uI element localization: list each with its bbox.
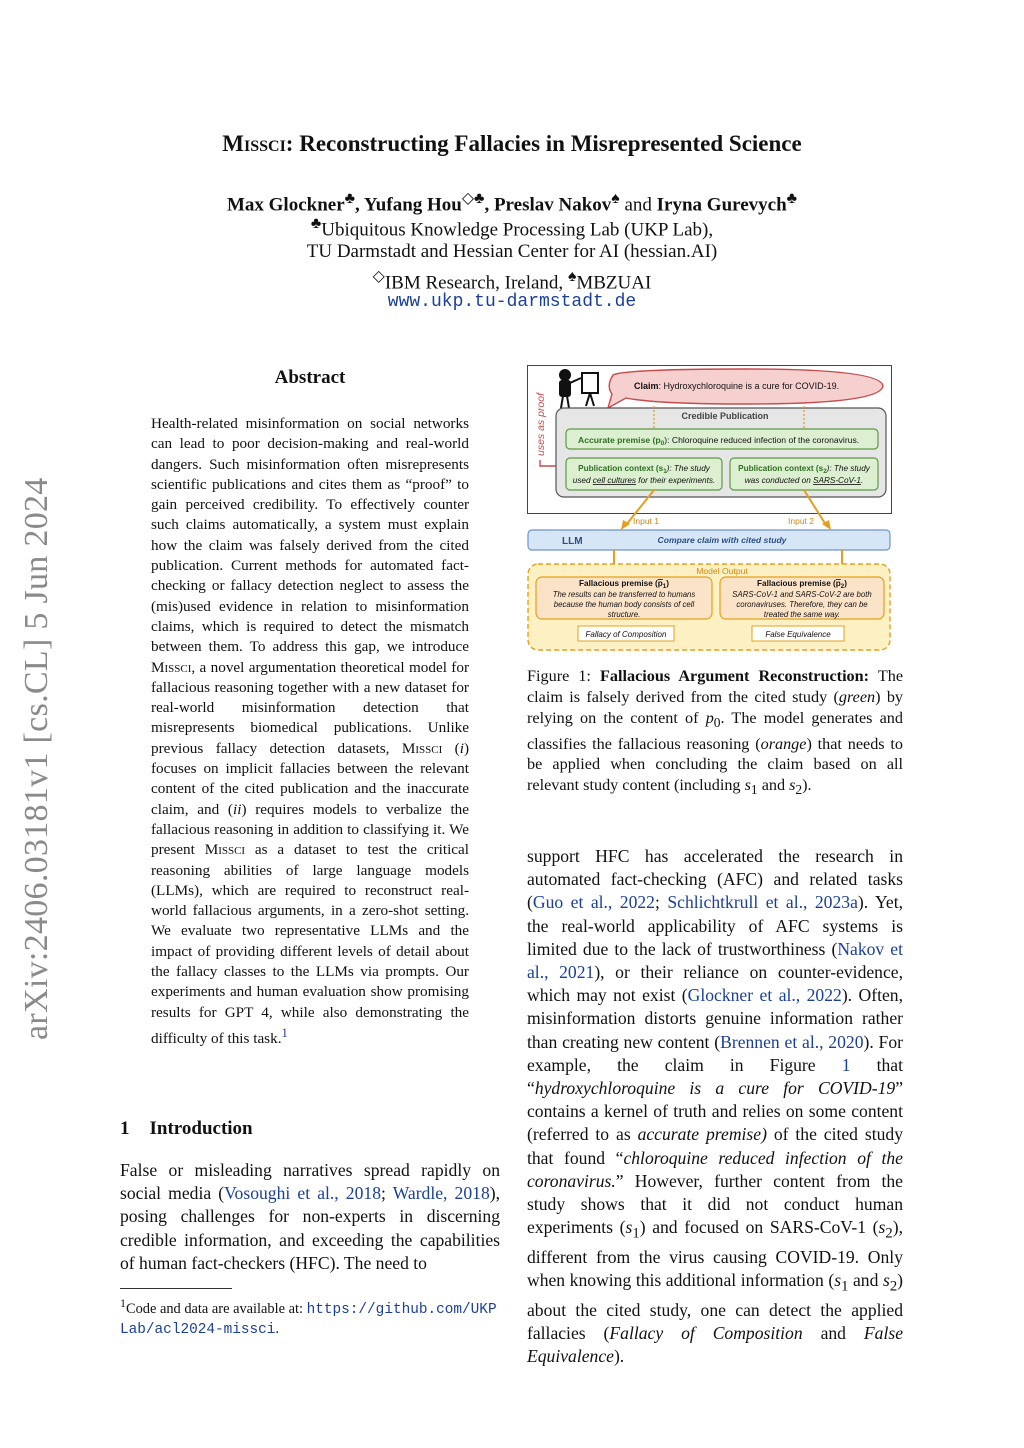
context-subscript: 1 xyxy=(663,468,667,475)
publication-title: Credible Publication xyxy=(681,411,769,421)
context-text: used xyxy=(572,476,593,485)
body-text: that “ xyxy=(527,1054,904,1099)
premise-body: ): Chloroquine reduced infection of the coronavirus. xyxy=(664,435,860,445)
citation-link[interactable]: Guo et al., 2022 xyxy=(532,892,655,913)
caption-math-sub: 2 xyxy=(795,782,803,798)
title-rest: : Reconstructing Fallacies in Misrepresented Science xyxy=(285,131,802,156)
caption-emph: orange xyxy=(760,734,807,753)
caption-text: ) that needs to be applied when concluding the claim based on all relevant study content (including xyxy=(527,734,903,795)
body-text: and xyxy=(848,1270,883,1291)
fp1-title: Fallacious premise $(p_1)$ xyxy=(579,579,669,590)
abstract-enum: i xyxy=(459,739,464,757)
author-1-sup: ♣ xyxy=(344,190,356,207)
context-text: for their experiments. xyxy=(636,476,716,485)
lab-url-link[interactable]: www.ukp.tu-darmstadt.de xyxy=(387,292,637,312)
footnote xyxy=(120,1294,504,1340)
caption-text: The claim is falsely derived from the cited study ( xyxy=(527,667,904,706)
body-text: ) about the cited study, one can detect the applied fallacies ( xyxy=(527,1270,903,1344)
fp1-text-2: because the human body consists of cell xyxy=(553,600,695,609)
body-math: s xyxy=(878,1217,886,1238)
abstract-text: , a novel argumentation theoretical model for fallacious reasoning together with a new dataset for real-world misinformation detection that misrepresents biomedical publications. Unlike previous fallacy detection datasets, xyxy=(151,658,469,757)
body-emph: Fallacy of Composition xyxy=(609,1323,803,1344)
context-2-box xyxy=(730,458,878,490)
presenter-leg xyxy=(567,396,569,408)
caption-math: s xyxy=(744,776,751,795)
fp2-text-3: treated the same way. xyxy=(763,610,841,619)
context-highlight: SARS-CoV-1 xyxy=(813,476,861,485)
claim-label: Claim xyxy=(634,381,659,391)
footnote-divider xyxy=(120,1288,232,1289)
author-sep: , xyxy=(355,194,364,216)
citation-link[interactable]: Schlichtkrull et al., 2023a xyxy=(667,892,858,913)
abstract-text: ) requires models to verbalize the fallacious reasoning in addition to classifying it. We present xyxy=(151,800,469,859)
context-label: Publication context (s xyxy=(578,464,664,473)
caption-bold: Fallacious Argument Reconstruction: xyxy=(600,667,870,685)
body-text: ), or their reliance on counter-evidence, which may not exist ( xyxy=(527,962,903,1006)
affiliation-text: TU Darmstadt and Hessian Center for AI (hessian.AI) xyxy=(306,241,718,262)
input-1-label: Input 1 xyxy=(633,516,659,526)
fp1-text-3: structure. xyxy=(607,610,641,619)
fp-title-text: Fallacious premise ( xyxy=(757,579,836,588)
premise-label: Accurate premise (p xyxy=(578,435,661,445)
paper-title xyxy=(0,131,1024,157)
author-1: Max Glockner xyxy=(226,194,345,216)
board-leg xyxy=(586,393,590,406)
caption-text: . The model generates and classifies the fallacious reasoning ( xyxy=(527,708,903,753)
abstract-enum: ii xyxy=(233,800,242,818)
caption-math-sub: 0 xyxy=(713,714,721,730)
section-number: 1 xyxy=(120,1118,130,1139)
affiliation-text: IBM Research, Ireland, xyxy=(384,272,568,294)
caption-math-sub: 1 xyxy=(750,782,758,798)
body-text: and xyxy=(802,1323,864,1344)
intro-paragraph-continued xyxy=(527,845,903,1369)
affiliation-symbol: ♠ xyxy=(567,268,577,285)
llm-task: Compare claim with cited study xyxy=(657,535,787,545)
repository-link[interactable]: https://github.com/UKPLab/acl2024-missci xyxy=(120,1301,497,1338)
intro-text: ), posing challenges for non-experts in discerning credible information, and exceeding the capabilities of human fact-checkers (HFC). The need to xyxy=(120,1183,501,1273)
affiliation-line-2 xyxy=(0,241,1024,263)
missci-name: Missci xyxy=(401,739,443,757)
body-text: ). Often, misinformation distorts genuine information rather than creating new content ( xyxy=(527,985,903,1052)
figure-1-diagram xyxy=(526,364,892,654)
author-4: Iryna Gurevych xyxy=(656,194,787,216)
caption-math: s xyxy=(789,776,796,795)
footnote-text: . xyxy=(275,1320,280,1337)
intro-text: False or misleading narratives spread rapidly on social media ( xyxy=(120,1160,500,1204)
context-1-box xyxy=(566,458,722,490)
body-text: ). Yet, the real-world applicability of AFC systems is limited due to the lack of trustworthiness ( xyxy=(527,892,903,959)
presenter-leg xyxy=(561,396,563,408)
affiliation-line-3 xyxy=(0,266,1024,294)
caption-label: Figure 1: xyxy=(527,667,601,685)
fallacy-class-1: Fallacy of Composition xyxy=(585,630,667,639)
caption-text: ) by relying on the content of xyxy=(527,687,904,727)
fp2-text-2: coronaviruses. Therefore, they can be xyxy=(736,600,868,609)
citation-link[interactable]: Nakov et al., 2021 xyxy=(527,938,903,983)
body-emph: accurate premise) xyxy=(637,1124,767,1145)
affiliation-text: MBZUAI xyxy=(576,272,652,294)
intro-paragraph xyxy=(120,1159,500,1275)
fp1-text-1: The results can be transferred to humans xyxy=(552,590,696,599)
body-math-sub: 1 xyxy=(841,1278,849,1295)
abstract-body xyxy=(151,414,469,1049)
author-and: and xyxy=(619,194,657,216)
citation-link[interactable]: Glockner et al., 2022 xyxy=(687,985,842,1006)
uses-as-proof-label: uses as proof xyxy=(535,392,547,456)
author-sep: , xyxy=(484,194,494,216)
context-highlight: cell cultures xyxy=(592,476,637,485)
body-text: ; xyxy=(654,892,668,913)
caption-math: p xyxy=(705,708,714,727)
input-2-label: Input 2 xyxy=(788,516,814,526)
context-text: . xyxy=(860,476,864,485)
caption-text: and xyxy=(757,776,790,795)
body-math-sub: 2 xyxy=(889,1278,898,1295)
presenter-arm xyxy=(570,378,581,383)
body-math-sub: 1 xyxy=(632,1225,640,1242)
presenter-body xyxy=(560,381,570,396)
claim-body: : Hydroxychloroquine is a cure for COVID-19. xyxy=(658,381,840,391)
author-2: Yufang Hou xyxy=(363,194,462,216)
footnote-marker-link[interactable]: 1 xyxy=(281,1025,288,1040)
claim-text xyxy=(634,381,839,391)
affiliation-line-1 xyxy=(0,215,1024,241)
abstract-text: ( xyxy=(442,739,460,757)
title-missci: Missci xyxy=(222,131,286,156)
affiliation-symbol: ♣ xyxy=(310,215,322,232)
affiliation-symbol: ◇ xyxy=(372,268,385,285)
section-heading-introduction xyxy=(120,1118,253,1140)
figure-ref-link[interactable]: 1 xyxy=(841,1054,851,1075)
body-text: ), different from the virus causing COVID-19. Only when knowing this additional information ( xyxy=(527,1217,903,1291)
fp-symbol: p xyxy=(835,579,841,588)
abstract-heading: Abstract xyxy=(274,367,346,388)
abstract-text: as a dataset to test the critical reasoning abilities of large language models (LLMs), which are required to reconstruct real-world fallacious arguments, in a zero-shot setting. We evaluate two representative LLMs and the impact of providing different levels of detail about the fallacy classes to the LLMs via prompts. Our experiments and human evaluation show promising results for GPT 4, while also demonstrating the difficulty of this task. xyxy=(151,841,469,1047)
llm-label: LLM xyxy=(562,536,583,547)
citation-link[interactable]: Brennen et al., 2020 xyxy=(720,1031,864,1052)
context-text: was conducted on xyxy=(744,476,814,485)
context-text: ): The study xyxy=(666,464,710,473)
footnote-text: Code and data are available at: xyxy=(126,1300,307,1317)
arxiv-identifier: arXiv:2406.03181v1 [cs.CL] 5 Jun 2024 xyxy=(18,477,55,1040)
body-text: ” However, further content from the study shows that it did not conduct human experiments ( xyxy=(527,1170,903,1238)
author-2-sup: ◇♣ xyxy=(461,190,485,207)
context-subscript: 2 xyxy=(823,468,827,475)
footnote-mark: 1 xyxy=(120,1296,126,1310)
presenter-icon xyxy=(560,370,598,408)
context-2-line-2 xyxy=(745,476,864,485)
context-label: Publication context (s xyxy=(738,464,824,473)
premise-subscript: 0 xyxy=(660,440,665,447)
context-text: ): The study xyxy=(826,464,870,473)
body-text: support HFC has accelerated the research in automated fact-checking (AFC) and related tasks ( xyxy=(527,846,903,913)
body-emph: chloroquine reduced infection of the coronavirus. xyxy=(527,1147,903,1191)
body-text: ) and focused on SARS-CoV-1 ( xyxy=(639,1217,879,1238)
context-1-line-2 xyxy=(573,476,715,485)
body-emph: hydroxychloroquine is a cure for COVID-19 xyxy=(534,1078,896,1099)
caption-text: ). xyxy=(802,776,812,795)
figure-1-caption xyxy=(527,666,903,801)
caption-emph: green xyxy=(838,687,876,706)
citation-link[interactable]: Vosoughi et al., 2018 xyxy=(224,1183,381,1204)
proof-arrow xyxy=(540,460,556,466)
section-title: Introduction xyxy=(149,1118,253,1139)
body-math: s xyxy=(834,1270,842,1291)
fp-symbol: p xyxy=(657,579,663,588)
abstract-text: Health-related misinformation on social networks can lead to poor decision-making and real-world dangers. Such misinformation often misrepresents scientific publications and cites them as “proof” to gain perceived credibility. To effectively counter such claims automatically, a system must explain how the claim was falsely derived from the cited publication. Current methods for automated fact-checking or fallacy detection neglect to assess the (mis)used evidence in relation to misinformation claims, which is required to detect the mismatch between them. To address this gap, we introduce xyxy=(151,415,469,656)
body-text: of the cited study that found “ xyxy=(527,1124,904,1168)
intro-text: ; xyxy=(381,1183,393,1204)
fp-title-text: Fallacious premise ( xyxy=(579,579,658,588)
body-text: ). For example, the claim in Figure xyxy=(527,1031,903,1075)
fallacy-class-2: False Equivalence xyxy=(765,630,831,639)
author-3: Preslav Nakov xyxy=(493,194,612,216)
citation-link[interactable]: Wardle, 2018 xyxy=(392,1183,490,1204)
missci-name: Missci xyxy=(151,658,192,676)
body-text: ” contains a kernel of truth and relies on some content (referred to as xyxy=(527,1078,903,1145)
body-math-sub: 2 xyxy=(885,1225,893,1242)
author-list xyxy=(0,188,1024,216)
body-text: ). xyxy=(613,1346,625,1367)
affiliation-text: Ubiquitous Knowledge Processing Lab (UKP Lab), xyxy=(321,219,714,241)
missci-name: Missci xyxy=(204,841,246,859)
fp-subscript: 2 xyxy=(840,583,845,590)
model-output-label: Model Output xyxy=(696,566,748,576)
body-math: s xyxy=(625,1217,633,1238)
body-emph: False Equivalence xyxy=(527,1323,904,1367)
author-3-sup: ♠ xyxy=(611,190,620,207)
board-leg xyxy=(590,393,594,406)
fp-subscript: 1 xyxy=(662,583,667,590)
fp2-title: Fallacious premise $(p_2)$ xyxy=(757,579,847,590)
abstract-text: ) focuses on implicit fallacies between the relevant content of the cited publication and the inaccurate claim, and ( xyxy=(151,739,470,818)
presenter-head xyxy=(560,370,570,380)
author-4-sup: ♣ xyxy=(786,190,798,207)
fp2-text-1: SARS-CoV-1 and SARS-CoV-2 are both xyxy=(732,590,872,599)
presentation-board xyxy=(582,373,598,393)
body-math: s xyxy=(882,1270,890,1291)
